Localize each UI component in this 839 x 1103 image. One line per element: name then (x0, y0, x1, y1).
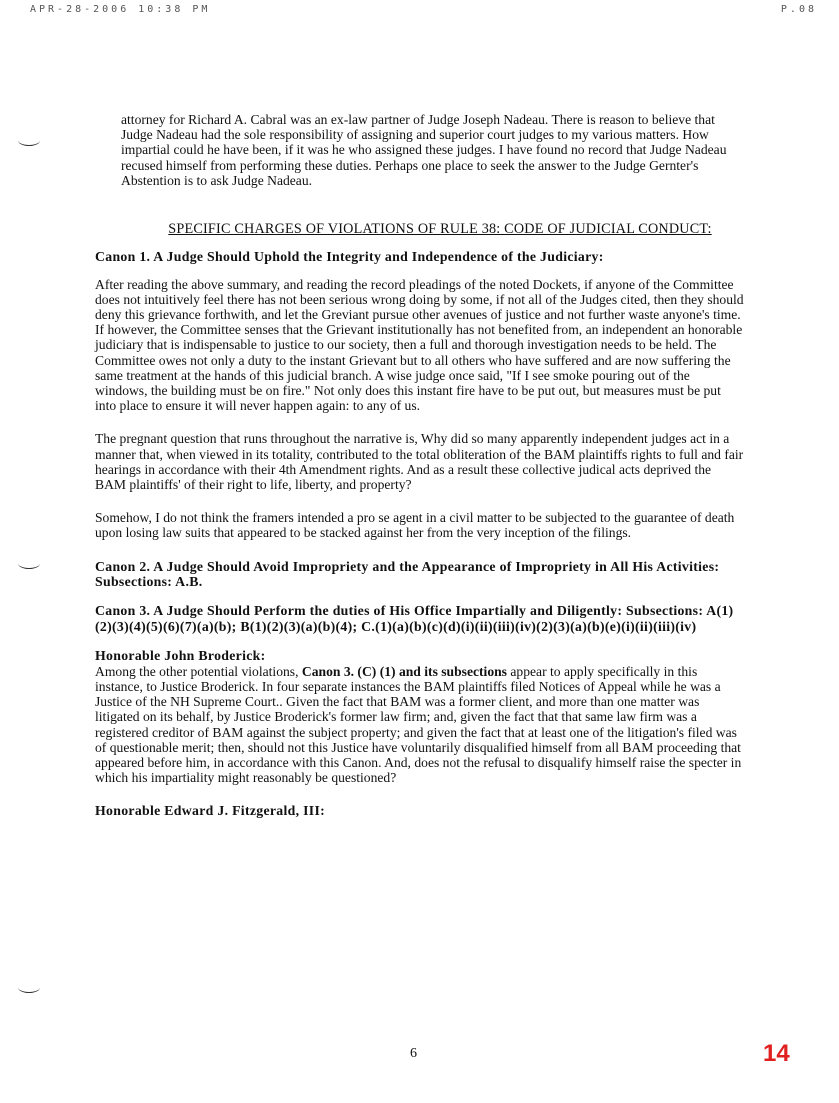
fitzgerald-heading: Honorable Edward J. Fitzgerald, III: (95, 803, 326, 819)
section-heading: SPECIFIC CHARGES OF VIOLATIONS OF RULE 38: CODE OF JUDICIAL CONDUCT: (168, 221, 712, 238)
page-number: 6 (410, 1046, 417, 1061)
broderick-text-bold: Canon 3. (C) (1) and its subsections (301, 663, 507, 679)
fax-header-right: P.08 (780, 4, 817, 15)
paragraph-pregnant-question: The pregnant question that runs throughout the narrative is, Why did so many apparently independent judges act in a manner that, when viewed in its totality, contributed to the total obliteration of the BAM plaintiffs rights to full and fair hearings in accordance with their 4th Amendment rights. And as a result these collective judical acts deprived the BAM plaintiffs' of their right to life, liberty, and property? (95, 431, 744, 493)
document-body (95, 112, 745, 819)
canon-2-heading: Canon 2. A Judge Should Avoid Impropriety and the Appearance of Impropriety in All His Activities: Subsections: A.B. (95, 558, 720, 590)
stamp-number: 14 (763, 1040, 790, 1067)
paragraph-nadeau: attorney for Richard A. Cabral was an ex-law partner of Judge Joseph Nadeau. There is reason to believe that Judge Nadeau had the sole responsibility of assigning and superior court judges to my various matters. How impartial could he have been, if it was he who assigned these judges. I have found no record that Judge Nadeau recused himself from performing these duties. Perhaps one place to seek the answer to the Judge Gernter's Abstention is to ask Judge Nadeau. (121, 112, 727, 188)
fax-header-left: APR-28-2006 10:38 PM (30, 4, 211, 15)
paragraph-broderick (95, 664, 745, 786)
canon-3-heading: Canon 3. A Judge Should Perform the duties of His Office Impartially and Diligently: Subsections: A(1)(2)(3)(4)(5)(6)(7)(a)(b); B(1)(2)(3)(a)(b)(4); C.(1)(a)(b)(c)(d)(i)(ii)(iii)(iv)(2)(3)(a)(b)(e)(i)(ii)(iii)(iv) (95, 603, 734, 634)
broderick-text-pre: Among the other potential violations, (95, 663, 302, 679)
binder-hole-mark (18, 558, 40, 569)
binder-hole-mark (18, 135, 40, 146)
binder-hole-mark (18, 982, 40, 993)
canon-1-heading: Canon 1. A Judge Should Uphold the Integrity and Independence of the Judiciary: (95, 249, 604, 265)
broderick-heading: Honorable John Broderick: (95, 648, 266, 664)
broderick-text-post: appear to apply specifically in this instance, to Justice Broderick. In four separate instances the BAM plaintiffs filed Notices of Appeal while he was a Justice of the NH Supreme Court.. Given the fact that BAM was a former client, and more than one matter was litigated on its behalf, by Justice Broderick's former law firm; and, given the fact that that same law firm was a registered creditor of BAM against the subject property; and given the fact that at least one of the litigation's filed was of questionable merit; then, should not this Justice have voluntarily disqualified himself from all BAM proceeding that appeared before him, in accordance with this Canon. And, does not the refusal to disqualify himself raise the specter in which his impartiality might reasonably be questioned? (95, 663, 742, 786)
paragraph-framers: Somehow, I do not think the framers intended a pro se agent in a civil matter to be subjected to the guarantee of death upon losing law suits that appeared to be stacked against her from the very inception of the filings. (95, 510, 735, 541)
paragraph-canon-1: After reading the above summary, and reading the record pleadings of the noted Dockets, if anyone of the Committee does not intuitively feel there has not been serious wrong doing by some, if not all of the Judges cited, then they should deny this grievance forthwith, and let the Greviant pursue other avenues of justice and not further waste anyone's time. If however, the Committee senses that the Grievant institutionally has not benefited from, an independent an honorable judiciary that is indispensable to justice to our society, then a full and thorough investigation needs to be held. The Committee owes not only a duty to the instant Grievant but to all others who have suffered and are now suffering the same treatment at the hands of this judicial branch. A wise judge once said, "If I see smoke pouring out of the windows, the building must be on fire." Not only does this instant fire have to be put out, but measures must be put into place to ensure it will never happen again: to any of us. (95, 276, 744, 414)
